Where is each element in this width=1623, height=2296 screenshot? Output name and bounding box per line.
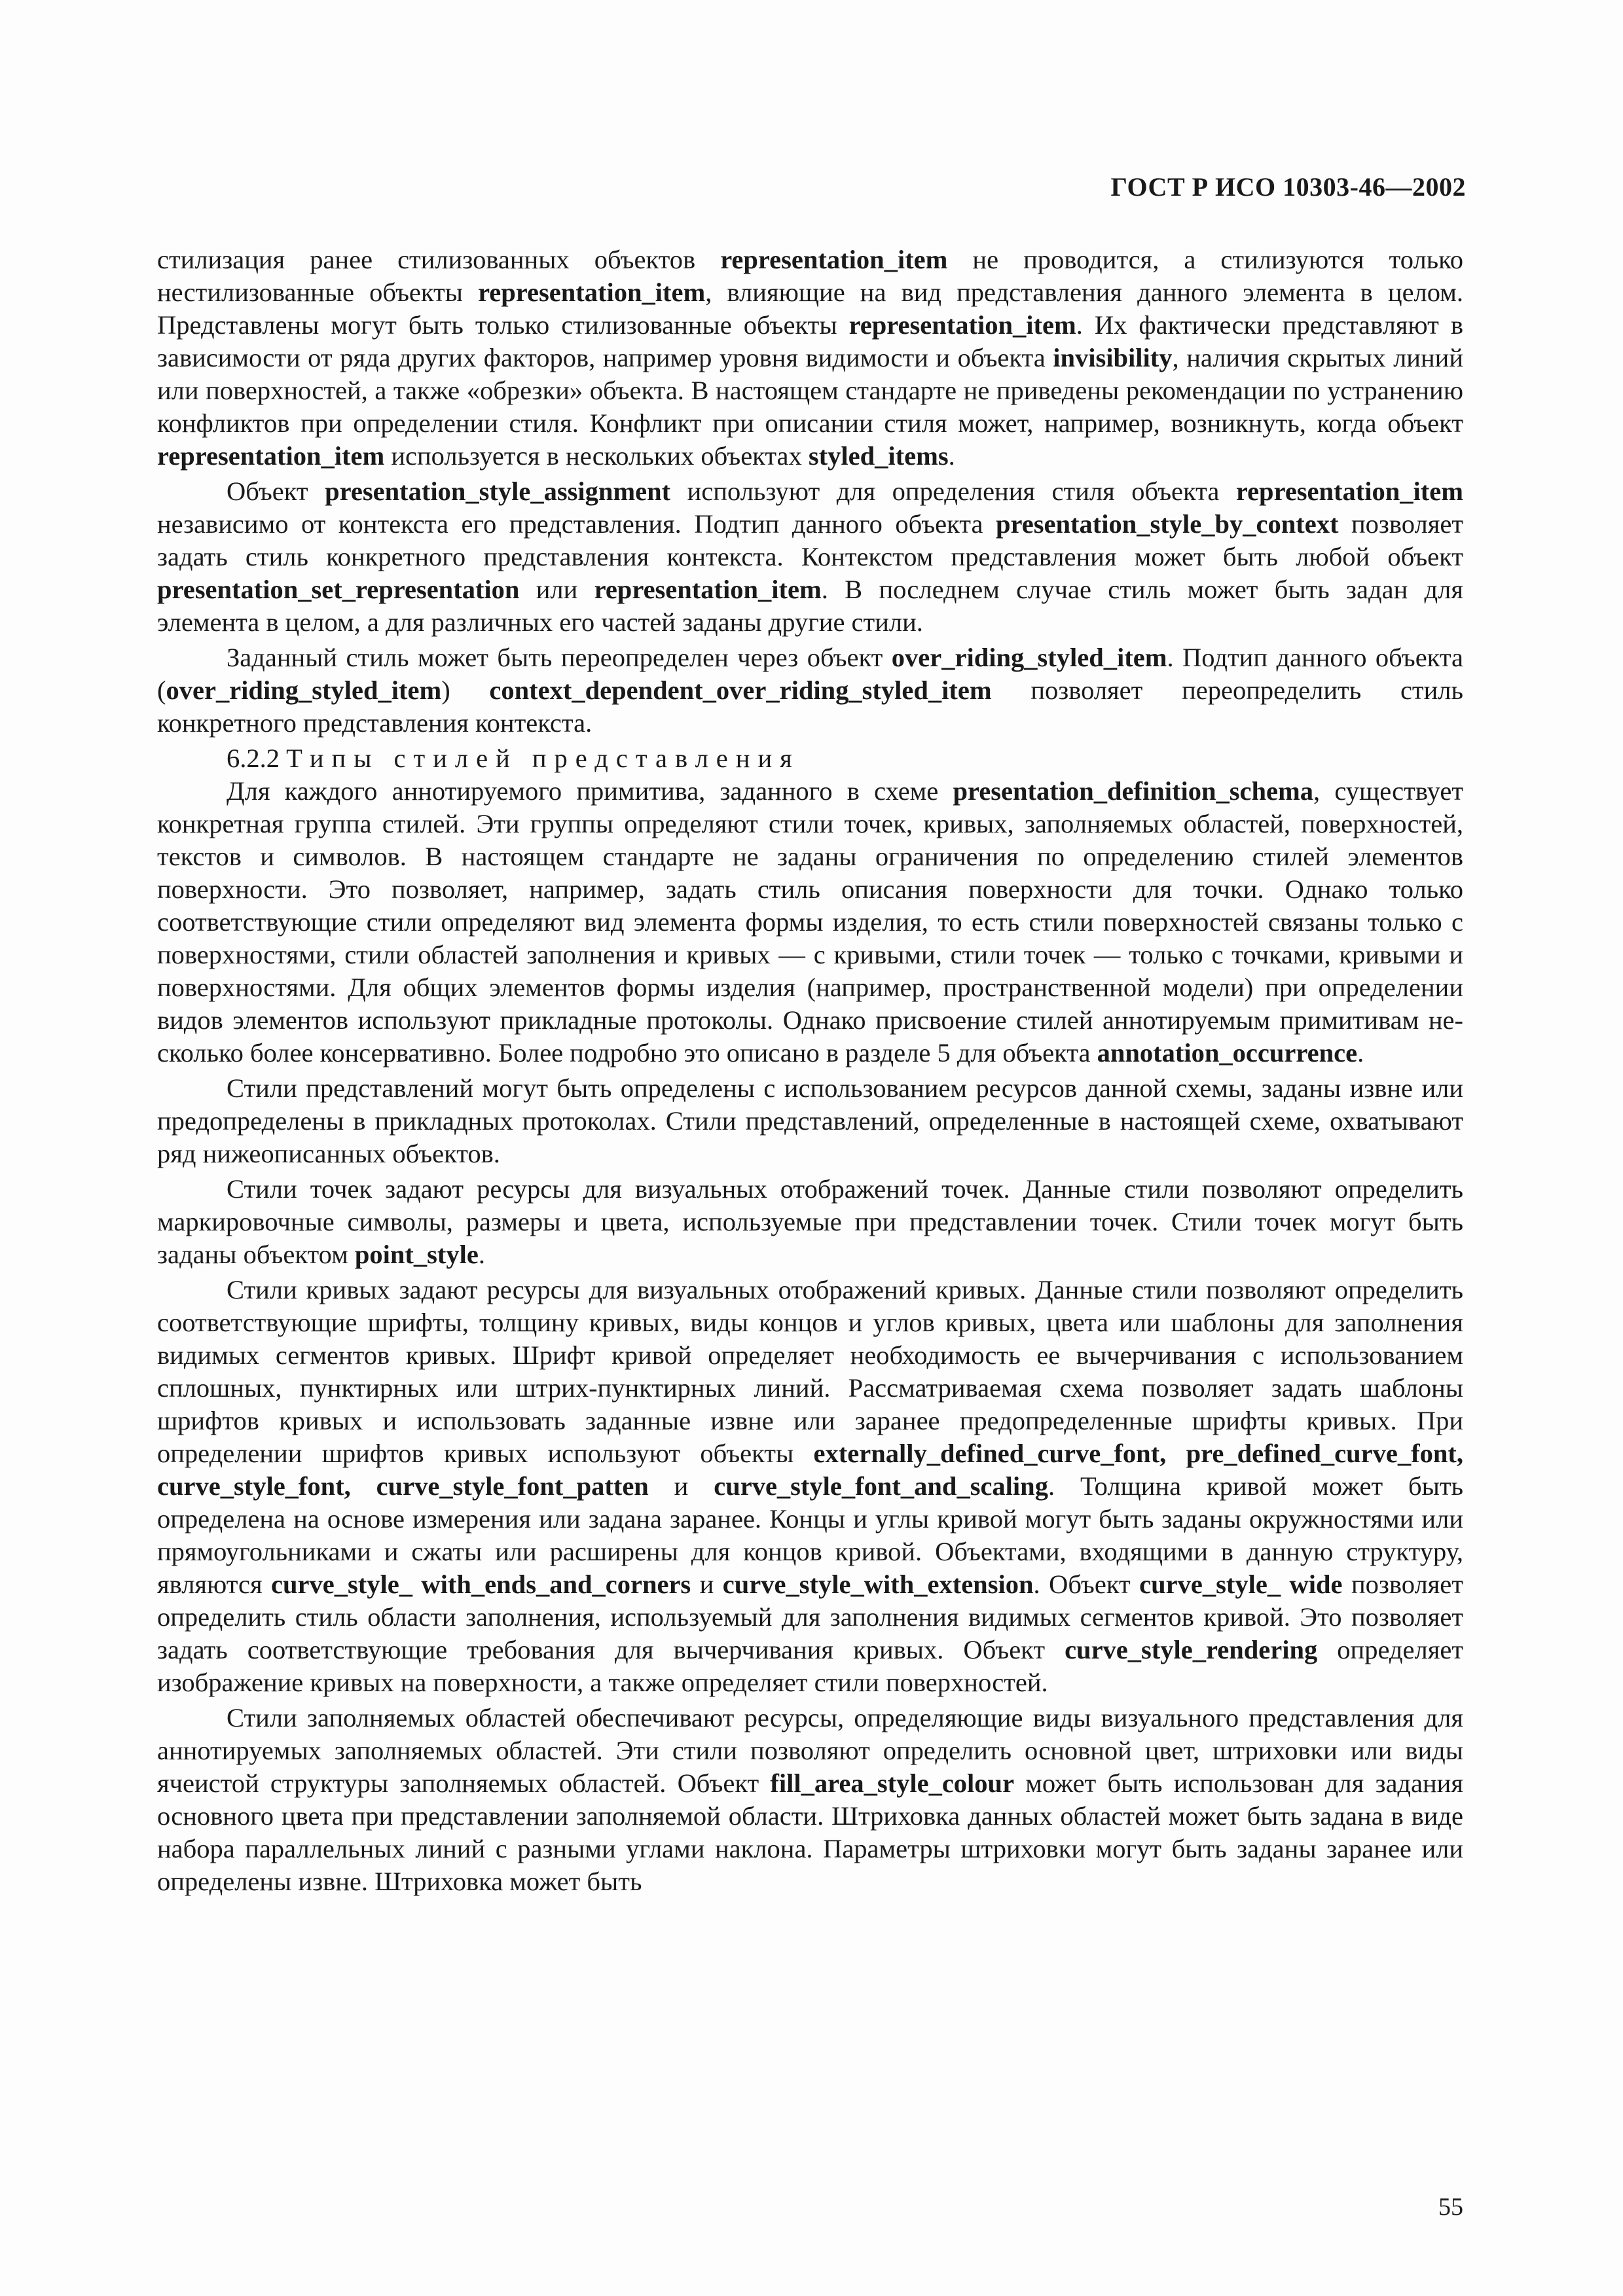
page-number: 55: [1438, 2193, 1463, 2221]
bold-term: curve_style_with_extension: [722, 1570, 1034, 1599]
text-run: и: [691, 1570, 723, 1599]
text-run: Стили заполняемых областей обеспечивают ресурсы, определяющие виды визуального представления для аннотируемых заполняемых областей. Эти стили позволяют определить основной цвет, штриховки или виды ячеистой структуры заполняемых областей. Объект: [157, 1703, 1463, 1798]
bold-term: over_riding_styled_item: [891, 643, 1167, 672]
text-run: , существует конкретная группа стилей. Эти группы определяют стили точек, кривых, заполняемых областей, поверхностей, текстов и символов. В настоящем стандарте не заданы ограничения по определению стилей элементов поверхности. Это позволяет, например, задать стиль описания поверхности для точки. Однако только соответствующие стили определяют вид элемента формы изделия, то есть стили поверхностей связаны только с поверхностями, стили областей заполнения и кривых — с кривыми, стили точек — только с точками, кривыми и поверхностями. Для общих элементов формы изделия (например, пространственной модели) при определении видов элементов используют прикладные протоколы. Однако присвоение стилей аннотируемым примитивам несколько более консервативно. Более подробно это описано в разделе 5 для объекта: [157, 776, 1463, 1067]
text-run: позволяет определить стиль области заполнения, используемый для заполнения видимых сегментов кривой. Это позволяет задать соответствующие требования для вычерчивания кривых. Объект: [157, 1570, 1463, 1664]
text-run: Стили представлений могут быть определены с использованием ресурсов данной схемы, заданы извне или предопределены в прикладных протоколах. Стили представлений, определенные в настоящей схеме, охватывают ряд нижеописанных объектов.: [157, 1073, 1463, 1168]
paragraph-5: [157, 1072, 1463, 1170]
text-run: позволяет задать стиль конкретного представления контекста. Контекстом представления может быть любой объект: [157, 509, 1463, 571]
text-run: . Подтип данного объекта (: [157, 643, 1463, 705]
text-run: . Их фактически представляют в зависимости от ряда других факторов, например уровня видимости и объекта: [157, 310, 1463, 372]
text-run: . Объект: [1033, 1570, 1140, 1599]
bold-term: curve_style_rendering: [1065, 1635, 1318, 1664]
paragraph-3: [157, 641, 1463, 740]
bold-term: over_riding_styled_item: [166, 675, 442, 705]
text-run: .: [1357, 1038, 1364, 1067]
text-run: .: [478, 1240, 486, 1269]
body-text: [157, 243, 1463, 1901]
bold-term: presentation_style_assignment: [325, 476, 671, 506]
paragraph-7: [157, 1274, 1463, 1699]
bold-term: representation_item: [848, 310, 1076, 340]
bold-term: styled_items: [808, 441, 949, 471]
bold-term: presentation_set_representation: [157, 575, 520, 604]
bold-term: invisibility: [1053, 343, 1173, 372]
text-run: стилизация ранее стилизованных объектов: [157, 245, 721, 274]
text-run: или: [519, 575, 594, 604]
bold-term: presentation_style_by_context: [996, 509, 1339, 539]
bold-term: curve_style_font_and_scaling: [714, 1471, 1048, 1501]
text-run: .: [948, 441, 955, 471]
text-run: позволяет переопределить стиль конкретного представления контекста.: [157, 675, 1463, 738]
section-heading: [157, 742, 1463, 775]
text-run: Объект: [227, 476, 325, 506]
paragraph-1: [157, 243, 1463, 473]
paragraph-8: [157, 1702, 1463, 1898]
text-run: . Толщина кривой может быть определена на основе измерения или задана заранее. Концы и углы кривой могут быть заданы окружностями или прямоугольниками и сжаты или расширены для концов кривой. Объектами, входящими в данную структуру, являются: [157, 1471, 1463, 1599]
section-number: 6.2.2: [227, 744, 280, 773]
text-run: независимо от контекста его представления. Подтип данного объекта: [157, 509, 996, 539]
text-run: определяет изображение кривых на поверхности, а также определяет стили поверхностей.: [157, 1635, 1463, 1697]
bold-term: presentation_definition_schema: [953, 776, 1313, 806]
bold-term: curve_style_ wide: [1139, 1570, 1343, 1599]
bold-term: representation_item: [157, 441, 385, 471]
section-title: Типы стилей представления: [286, 744, 800, 773]
text-run: Заданный стиль может быть переопределен через объект: [227, 643, 892, 672]
text-run: ): [441, 675, 490, 705]
text-run: Для каждого аннотируемого примитива, заданного в схеме: [227, 776, 953, 806]
text-run: и: [648, 1471, 714, 1501]
text-run: Стили точек задают ресурсы для визуальных отображений точек. Данные стили позволяют определить маркировочные символы, размеры и цвета, используемые при представлении точек. Стили точек могут быть заданы объектом: [157, 1174, 1463, 1269]
text-run: Стили кривых задают ресурсы для визуальных отображений кривых. Данные стили позволяют определить соответствующие шрифты, толщину кривых, виды концов и углов кривых, цвета или шаблоны для заполнения видимых сегментов кривых. Шрифт кривой определяет необходимость ее вычерчивания с использованием сплошных, пунктирных или штрих-пунктирных линий. Рассматриваемая схема позволяет задать шаблоны шрифтов кривых и использовать заданные извне или заранее предопределенные шрифты кривых. При определении шрифтов кривых используют объекты: [157, 1275, 1463, 1468]
text-run: . В последнем случае стиль может быть задан для элемента в целом, а для различных его частей заданы другие стили.: [157, 575, 1463, 637]
text-run: не проводится, а стилизуются только нестилизованные объекты: [157, 245, 1463, 307]
text-run: , влияющие на вид представления данного элемента в целом. Представлены могут быть только стилизованные объекты: [157, 278, 1463, 340]
text-run: используется в нескольких объектах: [384, 441, 809, 471]
bold-term: representation_item: [720, 245, 948, 274]
text-run: используют для определения стиля объекта: [670, 476, 1236, 506]
bold-term: fill_area_style_colour: [770, 1768, 1015, 1798]
bold-term: annotation_occurrence: [1097, 1038, 1358, 1067]
paragraph-2: [157, 475, 1463, 639]
bold-term: curve_style_ with_ends_and_corners: [271, 1570, 691, 1599]
bold-term: representation_item: [594, 575, 822, 604]
bold-term: point_style: [354, 1240, 479, 1269]
paragraph-4: [157, 775, 1463, 1069]
text-run: может быть использован для задания основного цвета при представлении заполняемой области. Штриховка данных областей может быть задана в виде набора параллельных линий с разными углами наклона. Параметры штриховки могут быть заданы заранее или определены извне. Штриховка может быть: [157, 1768, 1463, 1896]
bold-term: externally_defined_curve_font, pre_defined_curve_font, curve_style_font, curve_style_font_patten: [157, 1439, 1463, 1501]
text-run: , наличия скрытых линий или поверхностей, а также «обрезки» объекта. В настоящем стандарте не приведены рекомендации по устранению конфликтов при определении стиля. Конфликт при описании стиля может, например, возникнуть, когда объект: [157, 343, 1463, 438]
bold-term: representation_item: [1235, 476, 1464, 506]
bold-term: representation_item: [478, 278, 706, 307]
bold-term: context_dependent_over_riding_styled_item: [489, 675, 992, 705]
paragraph-6: [157, 1173, 1463, 1271]
standard-header: ГОСТ Р ИСО 10303-46—2002: [1110, 172, 1466, 202]
